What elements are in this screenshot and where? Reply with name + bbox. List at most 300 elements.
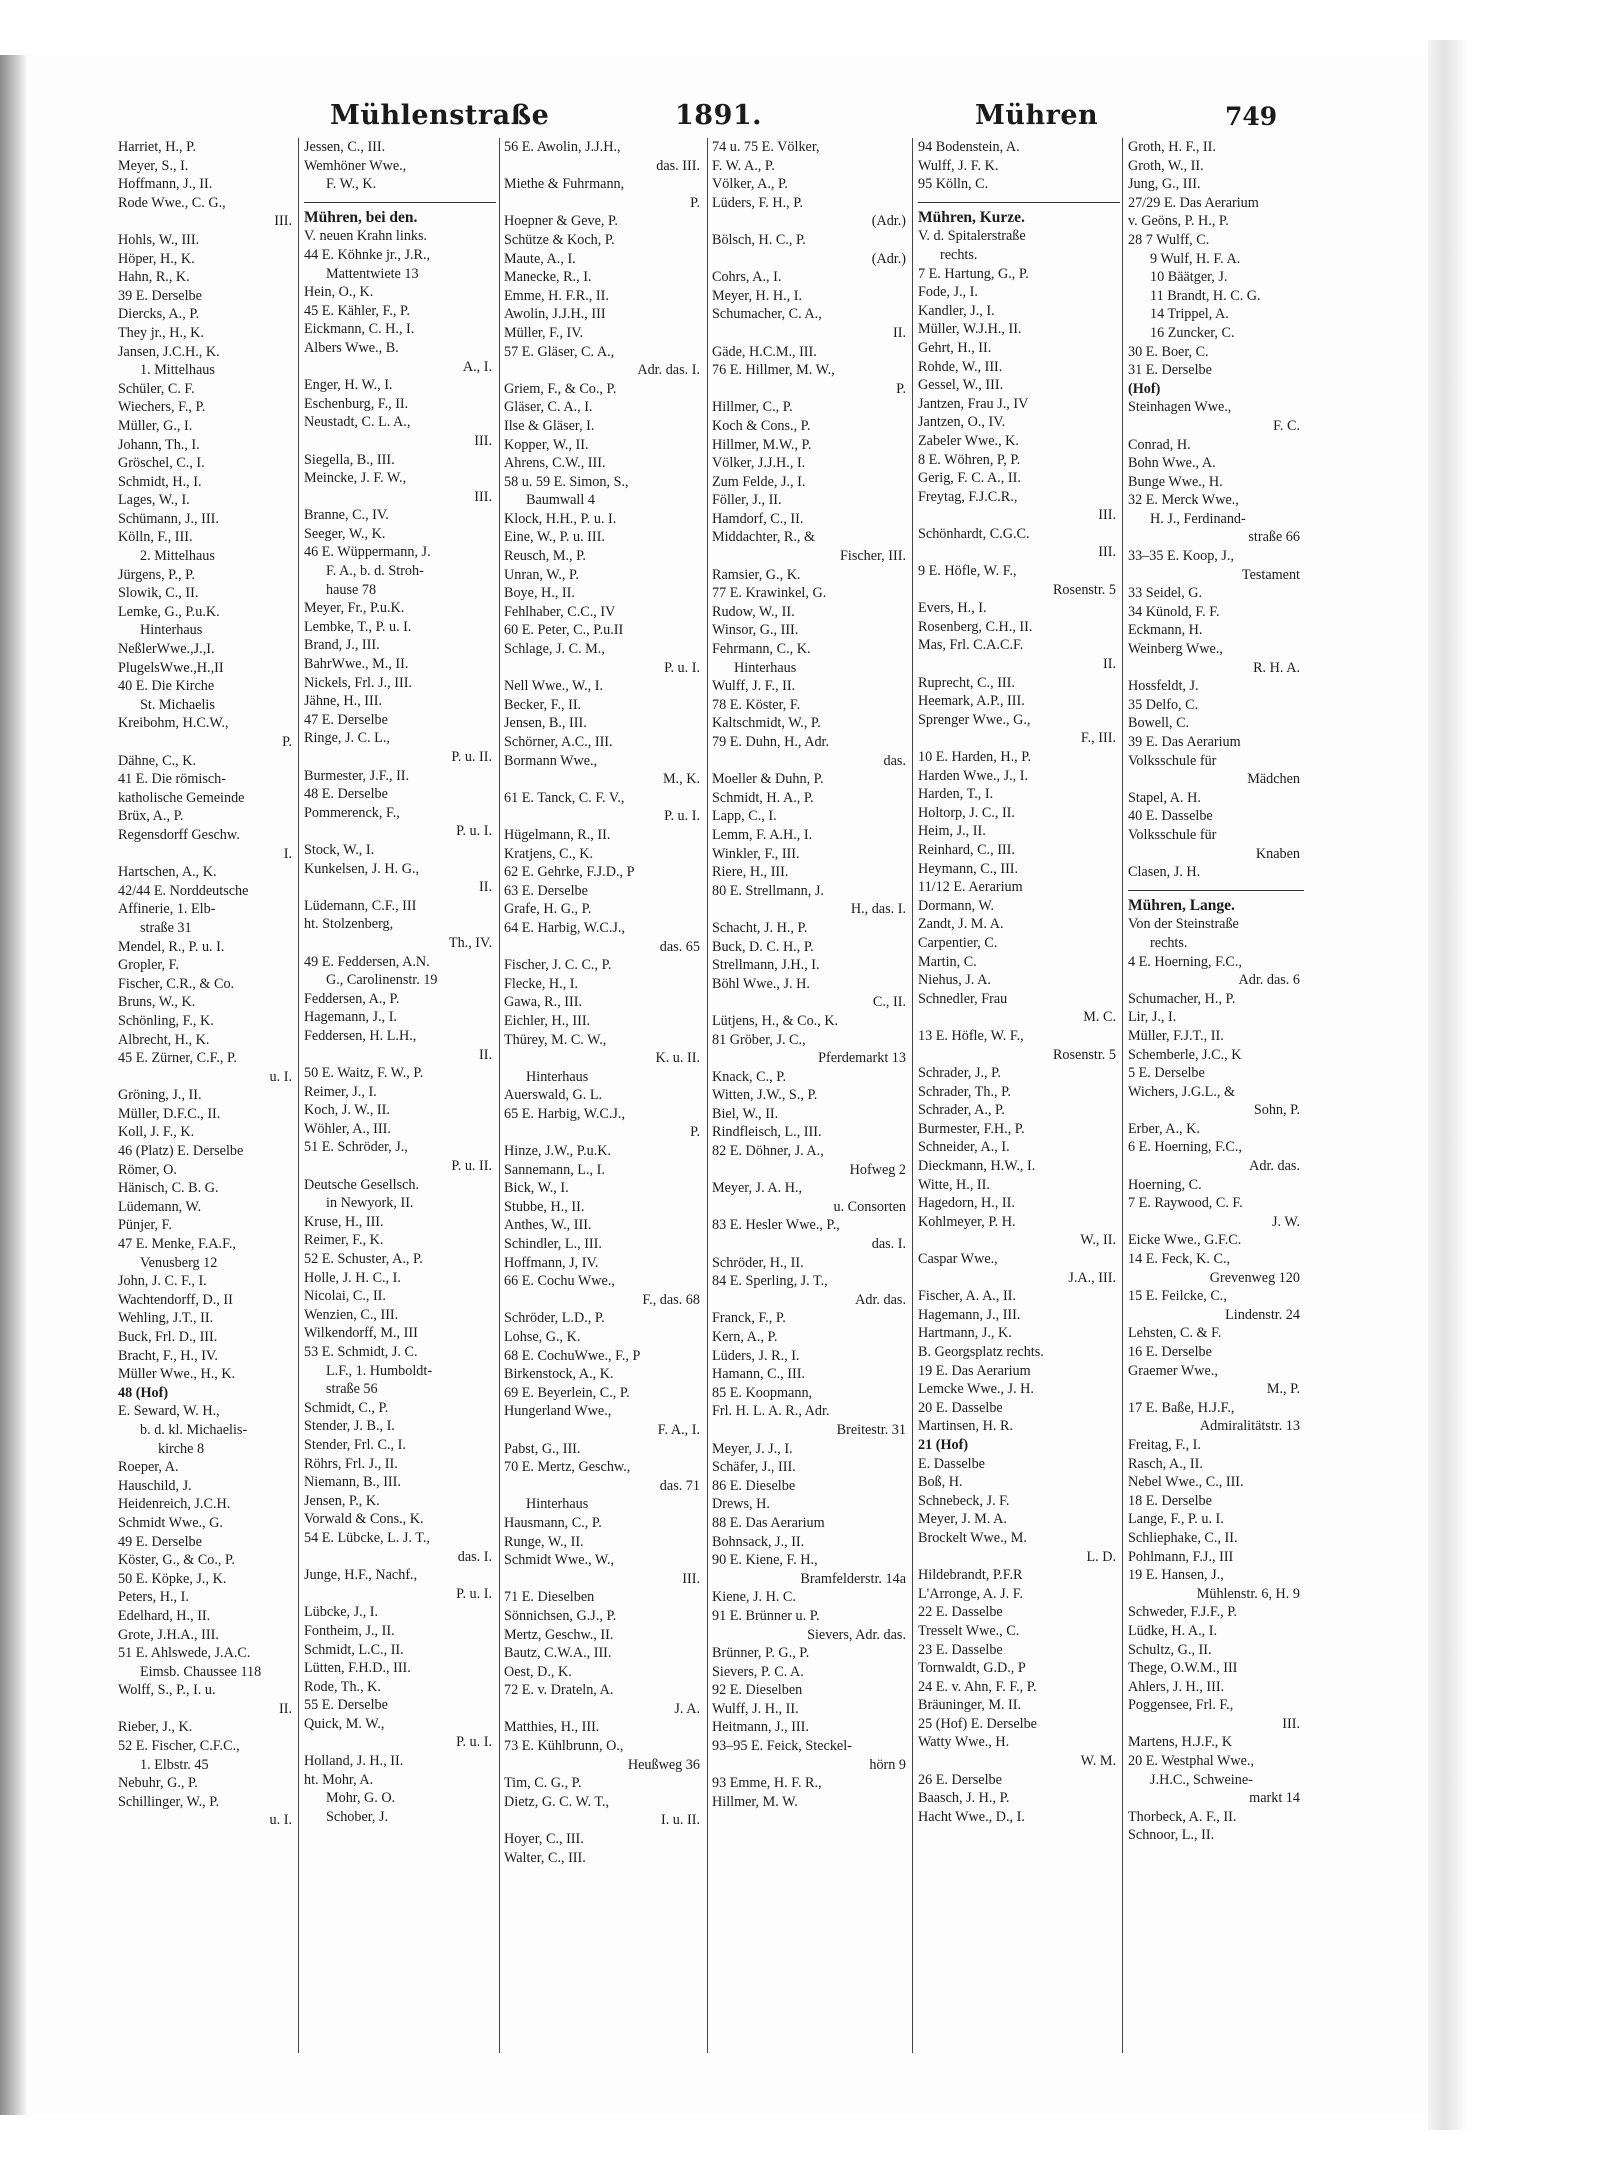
directory-columns bbox=[118, 138, 1308, 2108]
directory-entry-line: 88 E. Das Aerarium bbox=[712, 1514, 825, 1531]
directory-entry-line: Groth, H. F., II. bbox=[1128, 139, 1216, 155]
directory-entry-line: They jr., H., K. bbox=[118, 324, 204, 341]
directory-entry-line: Wachtendorff, D., II bbox=[118, 1291, 233, 1308]
directory-entry-line: Bräuninger, M. II. bbox=[918, 1697, 1022, 1714]
directory-entry-line: Hoffmann, J, IV. bbox=[504, 1254, 599, 1271]
directory-entry-line: Heußweg 36 bbox=[627, 1756, 700, 1773]
directory-column-1 bbox=[118, 138, 296, 2098]
directory-entry-line: BahrWwe., M., II. bbox=[304, 656, 409, 673]
directory-entry-line: Eickmann, C. H., I. bbox=[304, 321, 415, 338]
directory-entry-line: Meyer, Fr., P.u.K. bbox=[304, 600, 405, 617]
directory-entry-line: Ahlers, J. H., III. bbox=[1128, 1678, 1225, 1695]
directory-entry-line: Zum Felde, J., I. bbox=[712, 473, 806, 490]
directory-entry-line: Adr. das. bbox=[1249, 1158, 1300, 1175]
directory-entry-line: Kratjens, C., K. bbox=[504, 845, 594, 862]
directory-entry-line: das. 65 bbox=[659, 938, 700, 955]
directory-entry-line: Lehsten, C. & F. bbox=[1128, 1325, 1222, 1342]
directory-entry-line: B. Georgsplatz rechts. bbox=[918, 1344, 1044, 1360]
directory-entry-line: Gläser, C. A., I. bbox=[504, 399, 593, 416]
directory-entry-line: 55 E. Derselbe bbox=[304, 1697, 388, 1714]
directory-entry-line: Breitestr. 31 bbox=[836, 1421, 906, 1438]
directory-entry-line: Evers, H., I. bbox=[918, 600, 987, 617]
directory-entry-line: 83 E. Hesler Wwe., P., bbox=[712, 1217, 840, 1234]
directory-entry-line: Meyer, J. M. A. bbox=[918, 1511, 1007, 1528]
directory-entry-line: P. bbox=[896, 380, 906, 397]
directory-entry-line: das. bbox=[883, 752, 906, 769]
directory-entry-line: Hänisch, C. B. G. bbox=[118, 1180, 219, 1197]
directory-entry-line: P. bbox=[690, 1124, 700, 1141]
directory-entry-line: Heim, J., II. bbox=[918, 823, 986, 840]
directory-entry-line: Wehling, J.T., II. bbox=[118, 1310, 214, 1327]
directory-column-4 bbox=[712, 138, 910, 2098]
directory-entry-line: Seeger, W., K. bbox=[304, 525, 386, 542]
directory-entry-line: F. W. A., P. bbox=[712, 157, 775, 174]
directory-entry-line: Awolin, J.J.H., III bbox=[504, 306, 606, 323]
directory-entry-line: W. M. bbox=[1080, 1753, 1116, 1770]
directory-entry-line: (Adr.) bbox=[871, 250, 906, 267]
directory-entry-line: Schnoor, L., II. bbox=[1128, 1827, 1215, 1844]
directory-entry-line: Pabst, G., III. bbox=[504, 1440, 581, 1457]
directory-entry-line: Kreibohm, H.C.W., bbox=[118, 715, 229, 732]
directory-entry-line: 49 E. Derselbe bbox=[118, 1533, 202, 1550]
directory-entry-line: Niemann, B., III. bbox=[304, 1474, 401, 1491]
directory-entry-line: 21 (Hof) bbox=[918, 1436, 969, 1453]
directory-entry-line: 47 E. Menke, F.A.F., bbox=[118, 1236, 236, 1253]
directory-entry-line: 10 Bäätger, J. bbox=[1150, 269, 1228, 286]
directory-entry-line: Boye, H., II. bbox=[504, 585, 575, 602]
directory-entry-line: Tresselt Wwe., C. bbox=[918, 1622, 1020, 1639]
directory-entry-line: Nell Wwe., W., I. bbox=[504, 678, 604, 695]
directory-entry-line: 25 (Hof) E. Derselbe bbox=[918, 1715, 1037, 1732]
directory-entry-line: Nebuhr, G., P. bbox=[118, 1775, 198, 1792]
directory-entry-line: 69 E. Beyerlein, C., P. bbox=[504, 1384, 630, 1401]
directory-entry-line: Wulff, J. H., II. bbox=[712, 1700, 799, 1717]
directory-entry-line: Niehus, J. A. bbox=[918, 972, 991, 989]
directory-entry-line: 46 (Platz) E. Derselbe bbox=[118, 1143, 244, 1160]
directory-entry-line: Hillmer, C., P. bbox=[712, 399, 793, 416]
directory-entry-line: 58 u. 59 E. Simon, S., bbox=[504, 473, 629, 490]
directory-entry-line: Bick, W., I. bbox=[504, 1180, 569, 1197]
directory-entry-line: Rode, Th., K. bbox=[304, 1678, 381, 1695]
directory-entry-line: Freytag, F.J.C.R., bbox=[918, 488, 1018, 505]
directory-entry-line: Müller Wwe., H., K. bbox=[118, 1366, 236, 1383]
directory-entry-line: 48 (Hof) bbox=[118, 1384, 169, 1401]
street-section-heading: Mühren, bei den. bbox=[304, 208, 418, 226]
directory-entry-line: Gawa, R., III. bbox=[504, 994, 583, 1011]
directory-entry-line: F. W., K. bbox=[326, 176, 377, 193]
directory-entry-line: Ilse & Gläser, I. bbox=[504, 417, 595, 434]
directory-entry-line: I. u. II. bbox=[660, 1812, 700, 1829]
directory-entry-line: Ahrens, C.W., III. bbox=[504, 455, 606, 472]
directory-entry-line: Brüx, A., P. bbox=[118, 808, 184, 825]
directory-entry-line: Thege, O.W.M., III bbox=[1128, 1660, 1238, 1677]
directory-entry-line: Johann, Th., I. bbox=[118, 436, 200, 453]
directory-entry-line: Pommerenck, F., bbox=[304, 804, 400, 821]
directory-entry-line: E. Dasselbe bbox=[918, 1455, 985, 1472]
directory-entry-line: Röhrs, Frl. J., II. bbox=[304, 1455, 398, 1472]
directory-entry-line: Fode, J., I. bbox=[918, 284, 978, 301]
directory-entry-line: Zabeler Wwe., K. bbox=[918, 432, 1019, 449]
directory-entry-line: Lindenstr. 24 bbox=[1225, 1306, 1300, 1323]
directory-entry-line: Adr. das. I. bbox=[637, 362, 700, 379]
directory-entry-line: (Adr.) bbox=[871, 213, 906, 230]
directory-entry-line: 85 E. Koopmann, bbox=[712, 1384, 813, 1401]
directory-entry-line: Hinterhaus bbox=[526, 1068, 589, 1085]
directory-entry-line: St. Michaelis bbox=[140, 696, 215, 713]
directory-entry-line: II. bbox=[479, 1046, 492, 1063]
directory-entry-line: Peters, H., I. bbox=[118, 1589, 189, 1606]
directory-entry-line: 94 Bodenstein, A. bbox=[918, 139, 1020, 155]
directory-entry-line: L.F., 1. Humboldt- bbox=[326, 1362, 433, 1379]
directory-entry-line: Sievers, Adr. das. bbox=[807, 1626, 906, 1643]
directory-entry-line: 68 E. CochuWwe., F., P bbox=[504, 1347, 641, 1364]
directory-entry-line: Frl. H. L. A. R., Adr. bbox=[712, 1403, 830, 1420]
directory-entry-line: Hohls, W., III. bbox=[118, 231, 200, 248]
directory-entry-line: 11/12 E. Aerarium bbox=[918, 879, 1023, 896]
header-street-right: Mühren bbox=[975, 100, 1099, 131]
directory-entry-line: Eckmann, H. bbox=[1128, 622, 1203, 639]
directory-entry-line: Zandt, J. M. A. bbox=[918, 916, 1004, 933]
directory-entry-line: Fehlhaber, C.C., IV bbox=[504, 603, 616, 620]
directory-entry-line: II. bbox=[1103, 656, 1116, 673]
directory-entry-line: Brünner, P. G., P. bbox=[712, 1645, 810, 1662]
directory-entry-line: 15 E. Feilcke, C., bbox=[1128, 1288, 1227, 1305]
directory-entry-line: Hamann, C., III. bbox=[712, 1366, 805, 1383]
directory-entry-line: Martinsen, H. R. bbox=[918, 1418, 1013, 1435]
directory-entry-line: 52 E. Schuster, A., P. bbox=[304, 1251, 423, 1268]
directory-entry-line: F., III. bbox=[1080, 730, 1116, 747]
directory-entry-line: Kiene, J. H. C. bbox=[712, 1589, 796, 1606]
directory-entry-line: H. J., Ferdinand- bbox=[1150, 510, 1246, 527]
directory-entry-line: Mendel, R., P. u. I. bbox=[118, 938, 225, 955]
directory-entry-line: 48 E. Derselbe bbox=[304, 786, 388, 803]
directory-entry-line: Hahn, R., K. bbox=[118, 269, 190, 286]
directory-entry-line: Von der Steinstraße bbox=[1128, 916, 1239, 933]
directory-entry-line: 13 E. Höfle, W. F., bbox=[918, 1027, 1024, 1044]
directory-entry-line: Conrad, H. bbox=[1128, 436, 1191, 453]
directory-entry-line: 20 E. Dasselbe bbox=[918, 1399, 1003, 1416]
directory-entry-line: Holle, J. H. C., I. bbox=[304, 1269, 401, 1286]
directory-entry-line: Kandler, J., I. bbox=[918, 302, 995, 319]
directory-entry-line: Rohde, W., III. bbox=[918, 358, 1003, 375]
directory-entry-line: Hillmer, M. W. bbox=[712, 1793, 798, 1810]
directory-entry-line: Lüders, J. R., I. bbox=[712, 1347, 800, 1364]
directory-entry-line: Fischer, III. bbox=[839, 548, 906, 565]
directory-entry-line: 90 E. Kiene, F. H., bbox=[712, 1552, 818, 1569]
directory-entry-line: Schmidt, H., I. bbox=[118, 473, 202, 490]
directory-entry-line: Jansen, J.C.H., K. bbox=[118, 343, 220, 360]
directory-entry-line: Gröschel, C., I. bbox=[118, 455, 205, 472]
directory-entry-line: Lapp, C., I. bbox=[712, 808, 777, 825]
directory-entry-line: Lages, W., I. bbox=[118, 492, 190, 509]
directory-entry-line: Caspar Wwe., bbox=[918, 1251, 998, 1268]
directory-entry-line: Edelhard, H., II. bbox=[118, 1607, 211, 1624]
directory-entry-line: Hofweg 2 bbox=[849, 1161, 906, 1178]
directory-entry-line: Müller, W.J.H., II. bbox=[918, 321, 1022, 338]
directory-entry-line: Rudow, W., II. bbox=[712, 603, 795, 620]
directory-entry-line: Pferdemarkt 13 bbox=[818, 1050, 906, 1067]
directory-entry-line: Wolff, S., P., I. u. bbox=[118, 1682, 216, 1699]
directory-entry-line: Schröder, L.D., P. bbox=[504, 1310, 605, 1327]
directory-entry-line: Schlage, J. C. M., bbox=[504, 641, 605, 658]
directory-entry-line: 70 E. Mertz, Geschw., bbox=[504, 1459, 631, 1476]
directory-entry-line: 27/29 E. Das Aerarium bbox=[1128, 194, 1259, 211]
directory-entry-line: Wulff, J. F. K. bbox=[918, 157, 999, 174]
directory-entry-line: Wulff, J. F., II. bbox=[712, 678, 796, 695]
directory-entry-line: 42/44 E. Norddeutsche bbox=[118, 882, 249, 899]
directory-entry-line: Meincke, J. F. W., bbox=[304, 470, 407, 487]
directory-entry-line: Knack, C., P. bbox=[712, 1068, 787, 1085]
directory-entry-line: 1. Elbstr. 45 bbox=[140, 1756, 209, 1773]
directory-entry-line: 66 E. Cochu Wwe., bbox=[504, 1273, 615, 1290]
directory-entry-line: K. u. II. bbox=[655, 1050, 700, 1067]
directory-entry-line: 19 E. Hansen, J., bbox=[1128, 1567, 1224, 1584]
directory-entry-line: Wemhöner Wwe., bbox=[304, 157, 407, 174]
directory-entry-line: 9 Wulf, H. F. A. bbox=[1150, 250, 1241, 267]
directory-entry-line: III. bbox=[1282, 1715, 1300, 1732]
directory-entry-line: Erber, A., K. bbox=[1128, 1120, 1200, 1137]
directory-entry-line: katholische Gemeinde bbox=[118, 789, 245, 806]
directory-entry-line: Harden Wwe., J., I. bbox=[918, 767, 1029, 784]
directory-entry-line: Wilkendorff, M., III bbox=[304, 1325, 418, 1342]
directory-entry-line: Schmidt Wwe., G. bbox=[118, 1514, 223, 1531]
directory-entry-line: Koch, J. W., II. bbox=[304, 1102, 390, 1119]
directory-entry-line: 19 E. Das Aerarium bbox=[918, 1362, 1031, 1379]
directory-entry-line: 45 E. Kähler, F., P. bbox=[304, 302, 410, 319]
directory-entry-line: Schröder, H., II. bbox=[712, 1254, 804, 1271]
directory-entry-line: Wöhler, A., III. bbox=[304, 1120, 391, 1137]
directory-entry-line: Hügelmann, R., II. bbox=[504, 826, 611, 843]
directory-entry-line: Hagedorn, H., II. bbox=[918, 1195, 1015, 1212]
directory-entry-line: Jensen, P., K. bbox=[304, 1492, 380, 1509]
directory-entry-line: E. Seward, W. H., bbox=[118, 1403, 220, 1420]
directory-entry-line: Griem, F., & Co., P. bbox=[504, 380, 617, 397]
street-section-heading: Mühren, Kurze. bbox=[918, 208, 1025, 226]
directory-entry-line: Lütjens, H., & Co., K. bbox=[712, 1012, 839, 1029]
directory-entry-line: Miethe & Fuhrmann, bbox=[504, 176, 625, 193]
directory-entry-line: u. Consorten bbox=[833, 1198, 906, 1215]
directory-entry-line: Dormann, W. bbox=[918, 897, 995, 914]
directory-entry-line: Schüler, C. F. bbox=[118, 380, 195, 397]
directory-entry-line: Hillmer, M.W., P. bbox=[712, 436, 812, 453]
directory-entry-line: Vorwald & Cons., K. bbox=[304, 1511, 424, 1528]
directory-entry-line: 41 E. Die römisch- bbox=[118, 771, 226, 788]
directory-entry-line: Baumwall 4 bbox=[526, 492, 595, 509]
directory-entry-line: J. A. bbox=[674, 1700, 700, 1717]
directory-entry-line: Schönhardt, C.G.C. bbox=[918, 525, 1030, 542]
directory-entry-line: 91 E. Brünner u. P. bbox=[712, 1607, 820, 1624]
directory-entry-line: Auerswald, G. L. bbox=[504, 1087, 603, 1104]
directory-entry-line: 54 E. Lübcke, L. J. T., bbox=[304, 1529, 430, 1546]
directory-entry-line: Adr. das. bbox=[855, 1291, 906, 1308]
directory-entry-line: 34 Künold, F. F. bbox=[1128, 603, 1220, 620]
directory-entry-line: Birkenstock, A., K. bbox=[504, 1366, 614, 1383]
directory-entry-line: Fischer, A. A., II. bbox=[918, 1288, 1016, 1305]
directory-entry-line: Schweder, F.J.F., P. bbox=[1128, 1604, 1238, 1621]
directory-entry-line: 33–35 E. Koop, J., bbox=[1128, 548, 1235, 565]
directory-entry-line: Müller, F., IV. bbox=[504, 324, 584, 341]
directory-entry-line: Koll, J. F., K. bbox=[118, 1124, 195, 1141]
directory-entry-line: Winkler, F., III. bbox=[712, 845, 800, 862]
directory-entry-line: Schumacher, H., P. bbox=[1128, 990, 1236, 1007]
directory-entry-line: 93–95 E. Feick, Steckel- bbox=[712, 1738, 852, 1755]
directory-entry-line: Hein, O., K. bbox=[304, 284, 374, 301]
directory-entry-line: Grote, J.H.A., III. bbox=[118, 1626, 219, 1643]
directory-entry-line: Slowik, C., II. bbox=[118, 585, 199, 602]
directory-entry-line: Hungerland Wwe., bbox=[504, 1403, 612, 1420]
directory-column-3 bbox=[504, 138, 704, 2098]
directory-entry-line: Mattentwiete 13 bbox=[326, 265, 419, 282]
directory-entry-line: Baasch, J. H., P. bbox=[918, 1790, 1010, 1807]
directory-entry-line: Biel, W., II. bbox=[712, 1105, 779, 1122]
directory-entry-line: Lir, J., I. bbox=[1128, 1009, 1177, 1026]
directory-column-2 bbox=[304, 138, 496, 2098]
directory-entry-line: J. W. bbox=[1272, 1213, 1300, 1230]
directory-entry-line: Bunge Wwe., H. bbox=[1128, 473, 1223, 490]
directory-entry-line: I. bbox=[283, 845, 292, 862]
directory-entry-line: Bohnsack, J., II. bbox=[712, 1533, 805, 1550]
directory-entry-line: Lütten, F.H.D., III. bbox=[304, 1660, 411, 1677]
directory-entry-line: 56 E. Awolin, J.J.H., bbox=[504, 139, 621, 155]
directory-entry-line: Schultz, G., II. bbox=[1128, 1641, 1212, 1658]
directory-entry-line: Grafe, H. G., P. bbox=[504, 901, 592, 918]
directory-entry-line: rechts. bbox=[1150, 934, 1188, 951]
directory-entry-line: III. bbox=[1098, 544, 1116, 561]
directory-entry-line: Deutsche Gesellsch. bbox=[304, 1176, 420, 1193]
directory-entry-line: Holtorp, J. C., II. bbox=[918, 804, 1015, 821]
directory-entry-line: 84 E. Sperling, J. T., bbox=[712, 1273, 828, 1290]
directory-entry-line: Hagemann, J., I. bbox=[304, 1009, 397, 1026]
directory-entry-line: 20 E. Westphal Wwe., bbox=[1128, 1753, 1254, 1770]
directory-entry-line: Hoerning, C. bbox=[1128, 1176, 1202, 1193]
directory-entry-line: Meyer, S., I. bbox=[118, 157, 189, 174]
directory-entry-line: Lübcke, J., I. bbox=[304, 1604, 379, 1621]
directory-entry-line: straße 66 bbox=[1248, 529, 1300, 546]
directory-entry-line: Völker, A., P. bbox=[712, 176, 788, 193]
directory-entry-line: 5 E. Derselbe bbox=[1128, 1065, 1205, 1082]
directory-entry-line: Sievers, P. C. A. bbox=[712, 1663, 804, 1680]
directory-entry-line: Reinhard, C., III. bbox=[918, 841, 1015, 858]
directory-entry-line: Siegella, B., III. bbox=[304, 451, 395, 468]
directory-entry-line: P. u. I. bbox=[456, 1585, 492, 1602]
directory-entry-line: Schmidt, C., P. bbox=[304, 1399, 389, 1416]
directory-entry-line: Th., IV. bbox=[448, 934, 492, 951]
directory-entry-line: das. III. bbox=[656, 157, 700, 174]
directory-column-6 bbox=[1128, 138, 1304, 2098]
directory-entry-line: Eimsb. Chaussee 118 bbox=[140, 1663, 262, 1680]
directory-entry-line: Kopper, W., II. bbox=[504, 436, 589, 453]
directory-entry-line: 77 E. Krawinkel, G. bbox=[712, 585, 827, 602]
directory-entry-line: P. u. II. bbox=[451, 749, 492, 765]
directory-entry-line: Thorbeck, A. F., II. bbox=[1128, 1808, 1237, 1825]
directory-entry-line: Schmidt, L.C., II. bbox=[304, 1641, 404, 1658]
directory-entry-line: Tornwaldt, G.D., P bbox=[918, 1660, 1026, 1677]
directory-entry-line: kirche 8 bbox=[158, 1440, 205, 1457]
directory-entry-line: Bramfelderstr. 14a bbox=[800, 1570, 906, 1587]
directory-entry-line: 14 E. Feck, K. C., bbox=[1128, 1251, 1231, 1268]
directory-entry-line: Schliephake, C., II. bbox=[1128, 1529, 1238, 1546]
directory-entry-line: Kunkelsen, J. H. G., bbox=[304, 860, 420, 877]
directory-entry-line: Groth, W., II. bbox=[1128, 157, 1204, 174]
header-street-left: Mühlenstraße bbox=[330, 100, 550, 131]
directory-entry-line: Kaltschmidt, W., P. bbox=[712, 715, 821, 732]
directory-entry-line: 50 E. Köpke, J., K. bbox=[118, 1570, 227, 1587]
directory-entry-line: Schemberle, J.C., K bbox=[1128, 1046, 1242, 1063]
directory-entry-line: M. C. bbox=[1083, 1009, 1116, 1026]
directory-entry-line: 8 E. Wöhren, P, P. bbox=[918, 451, 1021, 468]
directory-entry-line: in Newyork, II. bbox=[326, 1195, 414, 1212]
directory-entry-line: Wichers, J.G.L., & bbox=[1128, 1083, 1235, 1100]
directory-entry-line: Lüdke, H. A., I. bbox=[1128, 1622, 1218, 1639]
directory-entry-line: Dieckmann, H.W., I. bbox=[918, 1158, 1036, 1175]
directory-entry-line: Burmester, J.F., II. bbox=[304, 767, 410, 784]
directory-entry-line: Hacht Wwe., D., I. bbox=[918, 1808, 1025, 1825]
directory-entry-line: Wenzien, C., III. bbox=[304, 1306, 399, 1323]
directory-entry-line: II. bbox=[479, 879, 492, 896]
directory-entry-line: Fehrmann, C., K. bbox=[712, 641, 811, 658]
directory-entry-line: P. bbox=[282, 734, 292, 750]
directory-entry-line: 33 Seidel, G. bbox=[1128, 585, 1203, 602]
directory-entry-line: J.H.C., Schweine- bbox=[1150, 1771, 1253, 1788]
directory-entry-line: 51 E. Schröder, J., bbox=[304, 1139, 408, 1156]
directory-entry-line: Becker, F., II. bbox=[504, 696, 582, 713]
directory-entry-line: 53 E. Schmidt, J. C. bbox=[304, 1344, 418, 1360]
directory-entry-line: Winsor, G., III. bbox=[712, 622, 799, 639]
directory-entry-line: 60 E. Peter, C., P.u.II bbox=[504, 622, 624, 639]
directory-entry-line: Kruse, H., III. bbox=[304, 1213, 384, 1230]
directory-entry-line: Schrader, J., P. bbox=[918, 1065, 1001, 1082]
directory-entry-line: Fischer, C.R., & Co. bbox=[118, 975, 235, 992]
directory-entry-line: Lembke, T., P. u. I. bbox=[304, 618, 412, 635]
directory-entry-line: Lemm, F. A.H., I. bbox=[712, 826, 813, 843]
directory-entry-line: u. I. bbox=[269, 1812, 292, 1829]
directory-entry-line: Anthes, W., III. bbox=[504, 1217, 592, 1234]
page-number: 749 bbox=[1225, 102, 1278, 131]
directory-entry-line: Koch & Cons., P. bbox=[712, 417, 811, 434]
directory-entry-line: Jähne, H., III. bbox=[304, 693, 383, 710]
directory-entry-line: Harden, T., I. bbox=[918, 786, 994, 803]
directory-entry-line: 57 E. Gläser, C. A., bbox=[504, 343, 615, 360]
directory-entry-line: Eichler, H., III. bbox=[504, 1012, 591, 1029]
directory-entry-line: Runge, W., II. bbox=[504, 1533, 584, 1550]
directory-entry-line: Höper, H., K. bbox=[118, 250, 195, 267]
directory-entry-line: Neustadt, C. L. A., bbox=[304, 414, 411, 431]
directory-entry-line: Müller, F.J.T., II. bbox=[1128, 1027, 1224, 1044]
directory-entry-line: 65 E. Harbig, W.C.J., bbox=[504, 1105, 625, 1122]
directory-entry-line: II. bbox=[279, 1700, 292, 1717]
directory-entry-line: 92 E. Dieselben bbox=[712, 1682, 803, 1699]
directory-entry-line: Riere, H., III. bbox=[712, 864, 789, 881]
directory-entry-line: v. Geöns, P. H., P. bbox=[1128, 213, 1229, 230]
directory-entry-line: Köster, G., & Co., P. bbox=[118, 1552, 235, 1569]
directory-entry-line: R. H. A. bbox=[1253, 659, 1300, 676]
directory-entry-line: 95 Kölln, C. bbox=[918, 176, 989, 193]
directory-entry-line: Junge, H.F., Nachf., bbox=[304, 1567, 418, 1584]
directory-entry-line: Grevenweg 120 bbox=[1209, 1269, 1300, 1286]
directory-entry-line: 93 Emme, H. F. R., bbox=[712, 1775, 822, 1792]
directory-entry-line: Bautz, C.W.A., III. bbox=[504, 1645, 612, 1662]
directory-entry-line: 17 E. Baße, H.J.F., bbox=[1128, 1399, 1235, 1416]
directory-entry-line: 39 E. Das Aerarium bbox=[1128, 734, 1241, 750]
directory-entry-line: Rosenstr. 5 bbox=[1052, 581, 1116, 598]
directory-entry-line: 79 E. Duhn, H., Adr. bbox=[712, 734, 830, 750]
directory-entry-line: Stock, W., I. bbox=[304, 841, 375, 858]
directory-entry-line: F. A., I. bbox=[657, 1421, 700, 1438]
directory-entry-line: Schmidt Wwe., W., bbox=[504, 1552, 615, 1569]
directory-entry-line: 63 E. Derselbe bbox=[504, 882, 588, 899]
directory-entry-line: Reimer, F., K. bbox=[304, 1232, 384, 1249]
directory-entry-line: Ruprecht, C., III. bbox=[918, 674, 1015, 691]
